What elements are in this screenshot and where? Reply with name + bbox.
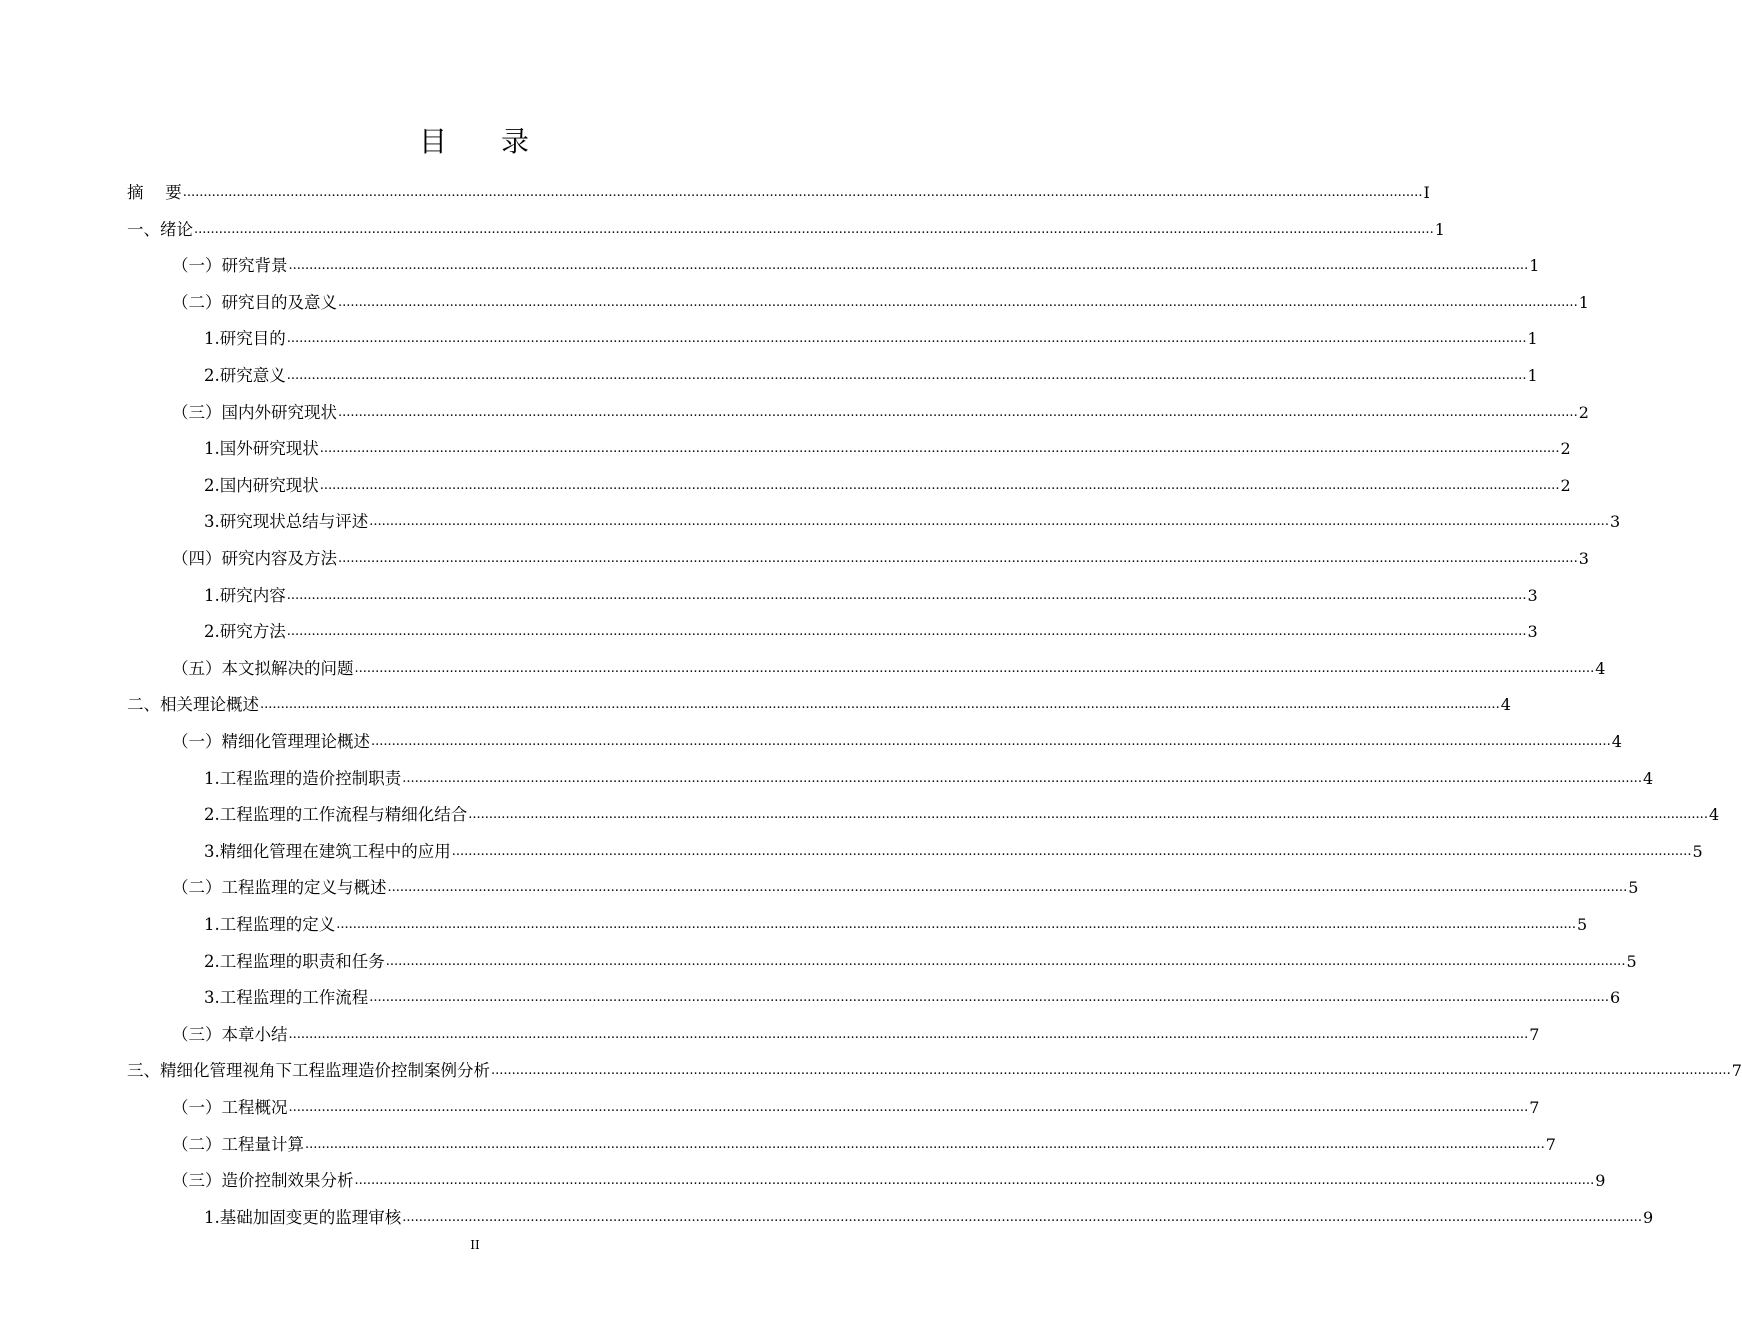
toc-entry-number: （三） xyxy=(172,1171,222,1191)
toc-entry-title: 工程量计算 xyxy=(221,1134,304,1154)
toc-entry-page: 7 xyxy=(1529,1098,1540,1117)
toc-entry-number: （二） xyxy=(172,1134,222,1154)
toc-entry-number: 二、 xyxy=(127,695,160,715)
toc-entry[interactable] xyxy=(204,614,1538,650)
toc-entry-page: 9 xyxy=(1642,1207,1654,1227)
toc-entry[interactable] xyxy=(127,212,1445,248)
toc-dot-leader: ............................................................................................................................................................................................................................................................................................................ xyxy=(319,441,1560,457)
toc-entry[interactable] xyxy=(172,395,1589,431)
toc-entry-title: 国外研究现状 xyxy=(219,439,319,459)
toc-entry-number: 一、 xyxy=(127,219,160,239)
toc-dot-leader: ............................................................................................................................................................................................................................................................................................................ xyxy=(338,294,1578,310)
toc-dot-leader: ............................................................................................................................................................................................................................................................................................................ xyxy=(288,1100,1529,1115)
toc-entry-page: 1 xyxy=(1527,366,1538,385)
toc-dot-leader: ............................................................................................................................................................................................................................................................................................................ xyxy=(182,185,1423,200)
toc-dot-leader: ............................................................................................................................................................................................................................................................................................................ xyxy=(288,1026,1529,1042)
toc-entry-number: 2. xyxy=(204,366,220,385)
toc-entry-number: （一） xyxy=(172,1098,222,1117)
toc-dot-leader: ............................................................................................................................................................................................................................................................................................................ xyxy=(305,1136,1545,1152)
toc-entry-title: 研究目的 xyxy=(219,329,286,349)
toc-dot-leader: ............................................................................................................................................................................................................................................................................................................ xyxy=(491,1063,1731,1079)
toc-entry-title: 造价控制效果分析 xyxy=(221,1171,354,1191)
toc-entry-page: 4 xyxy=(1595,658,1606,678)
toc-entry-page: 3 xyxy=(1527,622,1538,642)
toc-entry-number: （五） xyxy=(172,658,222,678)
toc-entry-page: 3 xyxy=(1578,549,1589,568)
toc-entry[interactable] xyxy=(204,834,1703,870)
toc-entry-title: 国内外研究现状 xyxy=(221,402,337,422)
toc-dot-leader: ............................................................................................................................................................................................................................................................................................................ xyxy=(371,734,1611,749)
toc-entry[interactable] xyxy=(172,651,1606,687)
toc-entry-number: （三） xyxy=(172,1024,222,1044)
toc-entry[interactable] xyxy=(204,797,1720,833)
toc-entry-page: 7 xyxy=(1529,1024,1540,1044)
toc-dot-leader: ............................................................................................................................................................................................................................................................................................................ xyxy=(369,514,1609,530)
toc-entry-number: 1. xyxy=(204,585,220,605)
toc-entry-page: 7 xyxy=(1731,1061,1742,1081)
toc-entry-page: 1 xyxy=(1529,256,1540,276)
toc-entry-title: 研究内容及方法 xyxy=(221,549,337,568)
toc-entry-page: 4 xyxy=(1611,732,1622,751)
toc-entry[interactable] xyxy=(172,870,1639,906)
toc-entry[interactable] xyxy=(204,980,1621,1016)
toc-dot-leader: ............................................................................................................................................................................................................................................................................................................ xyxy=(286,368,1527,383)
toc-entry-number: （一） xyxy=(172,732,222,751)
toc-entry-number: 2. xyxy=(204,805,220,825)
toc-entry-page: 2 xyxy=(1560,475,1571,495)
toc-entry[interactable] xyxy=(172,1127,1556,1163)
toc-dot-leader: ............................................................................................................................................................................................................................................................................................................ xyxy=(385,953,1626,969)
toc-entry-title: 本文拟解决的问题 xyxy=(221,658,354,678)
toc-entry-title: 精细化管理理论概述 xyxy=(221,732,370,751)
toc-entry[interactable] xyxy=(204,907,1588,943)
toc-dot-leader: ............................................................................................................................................................................................................................................................................................................ xyxy=(260,697,1500,713)
page-title xyxy=(0,120,950,160)
toc-entry[interactable] xyxy=(204,504,1621,540)
toc-dot-leader: ............................................................................................................................................................................................................................................................................................................ xyxy=(369,990,1609,1006)
toc-dot-leader: ............................................................................................................................................................................................................................................................................................................ xyxy=(288,258,1529,274)
toc-dot-leader: ............................................................................................................................................................................................................................................................................................................ xyxy=(286,587,1527,603)
toc-dot-leader: ............................................................................................................................................................................................................................................................................................................ xyxy=(336,917,1576,932)
toc-dot-leader: ............................................................................................................................................................................................................................................................................................................ xyxy=(402,1209,1642,1225)
toc-entry[interactable] xyxy=(172,248,1540,284)
toc-dot-leader: ............................................................................................................................................................................................................................................................................................................ xyxy=(338,404,1578,420)
toc-entry-page: 4 xyxy=(1500,695,1511,715)
toc-dot-leader: ............................................................................................................................................................................................................................................................................................................ xyxy=(319,477,1560,493)
toc-entry-number: （四） xyxy=(172,549,222,568)
toc-entry-number: 1. xyxy=(204,915,220,934)
toc-entry[interactable] xyxy=(172,541,1589,577)
toc-entry[interactable] xyxy=(204,431,1571,467)
toc-entry-page: 5 xyxy=(1626,951,1637,971)
toc-entry[interactable] xyxy=(204,468,1571,504)
toc-entry-page: 4 xyxy=(1642,768,1654,788)
toc-entry-title: 工程监理的工作流程与精细化结合 xyxy=(219,805,468,825)
toc-entry-number: 三、 xyxy=(127,1061,160,1081)
toc-entry-title: 工程监理的定义 xyxy=(219,915,336,934)
toc-entry-title: 工程监理的职责和任务 xyxy=(219,951,385,971)
toc-entry[interactable] xyxy=(204,1200,1654,1236)
toc-entry-page: 5 xyxy=(1692,841,1703,861)
toc-entry-number: 3. xyxy=(204,988,220,1008)
toc-dot-leader: ............................................................................................................................................................................................................................................................................................................ xyxy=(402,770,1642,786)
toc-entry-number: （二） xyxy=(172,292,222,312)
toc-entry[interactable] xyxy=(172,285,1589,321)
toc-entry-title: 工程监理的造价控制职责 xyxy=(219,768,402,788)
toc-dot-leader: ............................................................................................................................................................................................................................................................................................................ xyxy=(468,807,1708,823)
page-number-footer: II xyxy=(470,1238,480,1252)
toc-entry-title: 研究方法 xyxy=(219,622,286,642)
toc-entry-title: 基础加固变更的监理审核 xyxy=(219,1207,402,1227)
toc-entry-number: 1. xyxy=(204,768,220,788)
toc-entry[interactable] xyxy=(204,321,1538,357)
toc-entry-title: 本章小结 xyxy=(221,1024,288,1044)
toc-entry-page: 4 xyxy=(1708,805,1720,825)
toc-entry-number: 2. xyxy=(204,622,220,642)
toc-dot-leader: ............................................................................................................................................................................................................................................................................................................ xyxy=(194,221,1434,237)
toc-entry-title: 研究意义 xyxy=(219,366,286,385)
toc-dot-leader: ............................................................................................................................................................................................................................................................................................................ xyxy=(451,843,1692,859)
toc-entry-page: 7 xyxy=(1545,1134,1556,1154)
toc-dot-leader: ............................................................................................................................................................................................................................................................................................................ xyxy=(354,1173,1595,1189)
toc-entry-page: 1 xyxy=(1434,219,1445,239)
toc-entry[interactable] xyxy=(172,1163,1606,1199)
toc-entry-number: 2. xyxy=(204,951,220,971)
toc-entry-number: （一） xyxy=(172,256,222,276)
toc-dot-leader: ............................................................................................................................................................................................................................................................................................................ xyxy=(286,331,1527,347)
toc-entry-title: 工程监理的定义与概述 xyxy=(221,878,387,898)
toc-entry-number: （二） xyxy=(172,878,222,898)
toc-entry[interactable] xyxy=(204,578,1538,614)
toc-entry-title: 工程概况 xyxy=(221,1098,288,1117)
toc-entry-title: 精细化管理视角下工程监理造价控制案例分析 xyxy=(160,1061,490,1081)
toc-entry-title: 精细化管理在建筑工程中的应用 xyxy=(219,841,451,861)
toc-entry-title: 研究现状总结与评述 xyxy=(219,512,369,532)
toc-entry[interactable] xyxy=(127,687,1511,723)
toc-dot-leader: ............................................................................................................................................................................................................................................................................................................ xyxy=(387,880,1628,896)
toc-entry-number: 1. xyxy=(204,329,220,349)
toc-entry-page: 1 xyxy=(1578,292,1589,312)
toc-entry-page: 9 xyxy=(1595,1171,1606,1191)
toc-entry-page: 5 xyxy=(1628,878,1639,898)
toc-entry[interactable] xyxy=(204,358,1538,394)
toc-entry-title: 绪论 xyxy=(160,219,193,239)
toc-entry-title: 研究背景 xyxy=(221,256,288,276)
toc-entry[interactable] xyxy=(172,1090,1540,1126)
toc-entry-title: 研究目的及意义 xyxy=(221,292,337,312)
toc-entry-title: 相关理论概述 xyxy=(160,695,259,715)
toc-entry-title: 工程监理的工作流程 xyxy=(219,988,369,1008)
toc-dot-leader: ............................................................................................................................................................................................................................................................................................................ xyxy=(338,551,1578,566)
toc-entry-page: 5 xyxy=(1576,915,1588,934)
toc-entry-number: （三） xyxy=(172,402,222,422)
toc-entry[interactable] xyxy=(127,1053,1742,1089)
toc-dot-leader: ............................................................................................................................................................................................................................................................................................................ xyxy=(354,660,1595,676)
toc-entry-title: 研究内容 xyxy=(219,585,286,605)
toc-entry[interactable] xyxy=(204,944,1637,980)
toc-entry-page: I xyxy=(1423,183,1430,202)
toc-entry-title: 国内研究现状 xyxy=(219,475,319,495)
toc-entry-page: 1 xyxy=(1527,329,1538,349)
toc-entry-page: 6 xyxy=(1609,988,1621,1008)
title-char-1: 目 xyxy=(418,125,449,158)
toc-entry[interactable] xyxy=(204,761,1654,797)
toc-entry-page: 3 xyxy=(1609,512,1621,532)
toc-entry[interactable] xyxy=(127,175,1430,211)
toc-entry[interactable] xyxy=(172,1017,1540,1053)
toc-entry-page: 3 xyxy=(1527,585,1538,605)
title-char-2: 录 xyxy=(501,125,532,158)
toc-entry-number: 2. xyxy=(204,475,220,495)
toc-entry-page: 2 xyxy=(1560,439,1571,459)
toc-entry-page: 2 xyxy=(1578,402,1589,422)
toc-entry-number: 3. xyxy=(204,841,220,861)
toc-entry[interactable] xyxy=(172,724,1622,760)
toc-entry-number: 摘 要 xyxy=(127,183,182,202)
toc-entry-number: 1. xyxy=(204,1207,220,1227)
toc-entry-number: 1. xyxy=(204,439,220,459)
toc-dot-leader: ............................................................................................................................................................................................................................................................................................................ xyxy=(286,624,1527,640)
toc-entry-number: 3. xyxy=(204,512,220,532)
